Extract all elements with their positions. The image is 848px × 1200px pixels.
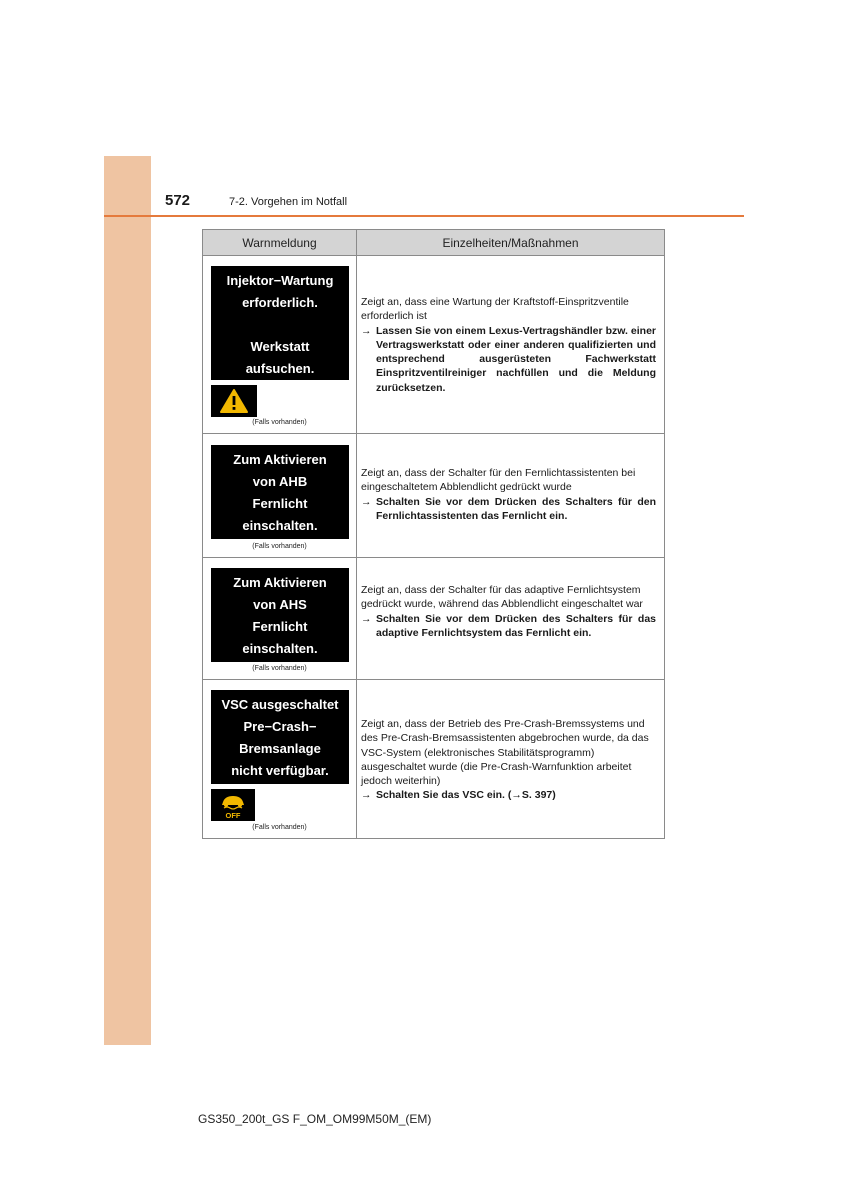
action-text: → Schalten Sie vor dem Drücken des Schalters für den Fernlichtassistenten das Fernlicht ein.: [361, 495, 656, 522]
description-text: Zeigt an, dass eine Wartung der Kraftstoff-Einspritzventile erforderlich ist: [361, 296, 629, 323]
display-line: Fernlicht: [252, 619, 308, 634]
warning-cell: [203, 680, 357, 838]
description-block: [361, 717, 656, 803]
warning-message-table: [202, 229, 665, 839]
message-display: [211, 690, 349, 784]
action-text: → Lassen Sie von einem Lexus-Vertragshändler bzw. einer Vertragswerkstatt oder einer anderen qualifizierten und entsprechend ausgerüsteten Fachwerkstatt Einspritzventilreiniger nachfüllen und die Meldung zurücksetzen.: [361, 324, 656, 394]
description-block: [361, 295, 656, 395]
display-line: Bremsanlage: [239, 741, 321, 756]
message-display: [211, 445, 349, 539]
warning-cell: [203, 558, 357, 679]
page-reference: S. 397): [521, 789, 556, 802]
description-block: [361, 583, 656, 640]
display-line: Zum Aktivieren: [233, 452, 327, 467]
table-header: [203, 230, 664, 256]
display-line: aufsuchen.: [245, 361, 315, 376]
display-line: [211, 314, 349, 336]
column-header-warning: Warnmeldung: [203, 230, 357, 255]
display-line: Werkstatt: [250, 339, 310, 354]
details-cell: [357, 558, 664, 679]
display-line: von AHS: [253, 597, 307, 612]
warning-triangle-icon: [211, 385, 257, 417]
availability-note: (Falls vorhanden): [252, 543, 307, 550]
availability-note: (Falls vorhanden): [252, 665, 307, 672]
message-display: [211, 568, 349, 662]
display-line: einschalten.: [242, 518, 318, 533]
table-row: [203, 680, 664, 838]
table-row: [203, 558, 664, 680]
display-line: einschalten.: [242, 641, 318, 656]
details-cell: [357, 680, 664, 838]
details-cell: [357, 256, 664, 433]
availability-note: (Falls vorhanden): [252, 419, 307, 426]
vsc-off-label: OFF: [225, 811, 241, 820]
display-line: nicht verfügbar.: [231, 763, 329, 778]
reference-arrow-icon: →: [511, 789, 522, 802]
arrow-icon: →: [361, 612, 372, 625]
details-cell: [357, 434, 664, 557]
arrow-icon: →: [361, 324, 372, 337]
column-header-details: Einzelheiten/Maßnahmen: [442, 235, 579, 250]
display-line: VSC ausgeschaltet: [221, 697, 339, 712]
display-line: von AHB: [252, 474, 308, 489]
warning-cell: [203, 256, 357, 433]
page-number: 572: [165, 192, 191, 209]
header-rule: [104, 215, 744, 217]
description-text: Zeigt an, dass der Schalter für das adaptive Fernlichtsystem gedrückt wurde, während das Abblendlicht eingeschaltet war: [361, 584, 643, 611]
table-row: [203, 434, 664, 558]
description-text: Zeigt an, dass der Betrieb des Pre-Crash-Bremssystems und des Pre-Crash-Bremsassistenten abgebrochen wurde, da das VSC-System (elektronisches Stabilitätsprogramm) ausgeschaltet wurde (die Pre-Crash-Warnfunktion arbeitet jedoch weiterhin): [361, 718, 649, 788]
display-line: Injektor−Wartung: [226, 273, 334, 288]
availability-note: (Falls vorhanden): [252, 824, 307, 831]
description-block: [361, 466, 656, 523]
display-line: Pre−Crash−: [243, 719, 317, 734]
warning-cell: [203, 434, 357, 557]
chapter-side-band: [104, 156, 151, 1045]
document-footer: GS350_200t_GS F_OM_OM99M50M_(EM): [198, 1112, 432, 1126]
action-text: → Schalten Sie das VSC ein. (→S. 397): [361, 789, 556, 802]
description-text: Zeigt an, dass der Schalter für den Fernlichtassistenten bei eingeschaltetem Abblendlicht gedrückt wurde: [361, 467, 636, 494]
section-title: 7-2. Vorgehen im Notfall: [229, 196, 348, 208]
action-text: → Schalten Sie vor dem Drücken des Schalters für das adaptive Fernlichtsystem das Fernlicht ein.: [361, 612, 656, 639]
table-row: [203, 256, 664, 434]
message-display: [211, 266, 349, 380]
arrow-icon: →: [361, 789, 372, 802]
vsc-off-icon: [211, 789, 255, 821]
arrow-icon: →: [361, 495, 372, 508]
display-line: Fernlicht: [252, 496, 308, 511]
display-line: Zum Aktivieren: [233, 575, 327, 590]
display-line: erforderlich.: [242, 295, 318, 310]
